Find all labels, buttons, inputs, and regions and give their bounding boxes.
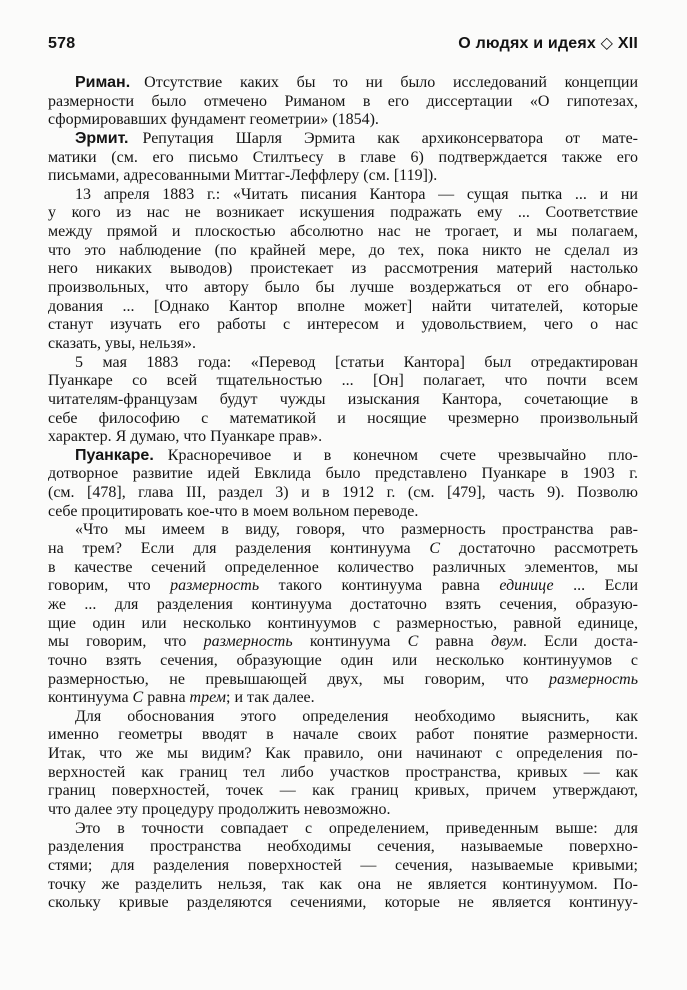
- text-line: [48, 465, 638, 484]
- text-segment: континуума: [292, 633, 408, 651]
- text-segment: у кого из нас не возникает искушения подражать ему ... Соответствие: [48, 204, 638, 222]
- paragraph: [48, 447, 638, 522]
- text-line: [48, 93, 638, 112]
- text-segment: . Если доста-: [522, 633, 638, 651]
- text-segment: сформировавших фундамент геометрии» (1854).: [48, 111, 379, 129]
- italic-term: размерность: [203, 633, 293, 651]
- text-segment: ... Если: [553, 577, 638, 595]
- text-line: [48, 149, 638, 168]
- text-line: [48, 615, 638, 634]
- text-segment: именно геометры вводят в начале своих работ понятие размерности.: [48, 726, 638, 744]
- text-segment: размерностью, не превышающей двух, мы говорим, что: [48, 670, 549, 688]
- text-segment: такого континуума равна: [259, 577, 500, 595]
- text-line: [48, 428, 638, 447]
- text-line: [48, 167, 638, 186]
- italic-term: единице: [499, 577, 554, 595]
- text-segment: мы говорим, что: [48, 633, 204, 651]
- text-line: [48, 540, 638, 559]
- text-segment: стями; для разделения поверхностей — сечения, называемые кривыми;: [48, 856, 638, 874]
- text-line: [48, 503, 638, 522]
- text-segment: себе процитировать кое-что в моем вольном переводе.: [48, 502, 419, 520]
- text-segment: разделения пространства необходимы сечения, называемые поверхно-: [48, 838, 638, 856]
- text-line: [48, 354, 638, 373]
- text-segment: ; и так далее.: [226, 689, 315, 707]
- text-segment: равна: [143, 689, 190, 707]
- text-segment: щие один или несколько континуумов с размерностью, равной единице,: [48, 614, 638, 632]
- text-segment: равна: [418, 633, 491, 651]
- text-line: [48, 745, 638, 764]
- text-segment: письмами, адресованными Миттаг-Леффлеру (см. [119]).: [48, 167, 438, 185]
- text-block: [48, 74, 638, 913]
- running-title: О людях и идеях ◇ XII: [458, 35, 638, 52]
- text-line: [48, 372, 638, 391]
- text-line: [48, 708, 638, 727]
- paragraph: [48, 186, 638, 354]
- paragraph: [48, 820, 638, 913]
- paragraph: [48, 354, 638, 447]
- text-segment: дования ... [Однако Кантор вполне может] найти читателей, которые: [48, 297, 638, 315]
- paragraph: [48, 521, 638, 707]
- page-header: [48, 33, 638, 53]
- text-line: [48, 782, 638, 801]
- text-line: [48, 410, 638, 429]
- italic-term: трем: [189, 689, 227, 707]
- text-segment: в качестве сечений определенное количество различных элементов, мы: [48, 558, 638, 576]
- paragraph: [48, 74, 638, 130]
- text-line: [48, 596, 638, 615]
- text-segment: на трем? Если для разделения континуума: [48, 540, 430, 558]
- text-segment: Отсутствие каких бы то ни было исследований концепции: [144, 74, 638, 91]
- text-line: [48, 689, 638, 708]
- text-line: [48, 876, 638, 895]
- text-line: [48, 223, 638, 242]
- text-segment: Это в точности совпадает с определением, приведенным выше: для: [75, 819, 638, 837]
- text-segment: говорим, что: [48, 577, 171, 595]
- text-segment: Пуанкаре со всей тщательностью ... [Он] полагает, что почти всем: [48, 372, 638, 390]
- italic-term: C: [407, 633, 419, 651]
- text-line: [48, 74, 638, 93]
- text-segment: скольку кривые разделяются сечениями, которые не является континуу-: [48, 894, 638, 912]
- text-segment: характер. Я думаю, что Пуанкаре прав».: [48, 428, 323, 446]
- text-segment: (см. [478], глава III, раздел 3) и в 1912 г. (см. [479], часть 9). Позволю: [48, 484, 638, 502]
- text-segment: 5 мая 1883 года: «Перевод [статьи Кантора] был отредактирован: [75, 353, 638, 371]
- text-line: [48, 671, 638, 690]
- text-line: [48, 484, 638, 503]
- text-segment: достаточно рассмотреть: [440, 540, 638, 558]
- text-segment: сказать, увы, нельзя».: [48, 334, 196, 352]
- text-line: [48, 204, 638, 223]
- text-segment: Красноречивое и в конечном счете чрезвычайно пло-: [167, 446, 638, 464]
- text-segment: размерности было отмечено Риманом в его диссертации «О гипотезах,: [48, 92, 638, 110]
- text-line: [48, 894, 638, 913]
- text-segment: Для обоснования этого определения необходимо выяснить, как: [75, 707, 638, 725]
- text-segment: «Что мы имеем в виду, говоря, что размерность пространства рав-: [75, 521, 638, 539]
- text-segment: между прямой и плоскостью абсолютно нас не трогает, и мы полагаем,: [48, 223, 638, 241]
- text-segment: Репутация Шарля Эрмита как архиконсерватора от мате-: [142, 129, 638, 147]
- text-line: [48, 447, 638, 466]
- text-segment: дотворное развитие идей Евклида было представлено Пуанкаре в 1903 г.: [48, 465, 638, 483]
- page-number: 578: [48, 35, 76, 52]
- text-line: [48, 577, 638, 596]
- text-segment: произвольных, что автору было бы лучше воздержаться от его обнаро-: [48, 279, 638, 297]
- text-line: [48, 335, 638, 354]
- text-line: [48, 726, 638, 745]
- text-line: [48, 801, 638, 820]
- bold-term: Риман.: [75, 74, 131, 91]
- text-segment: границ поверхностей, точек — как границ кривых, причем утверждают,: [48, 782, 638, 800]
- italic-term: C: [429, 540, 441, 558]
- text-line: [48, 316, 638, 335]
- text-segment: Итак, что же мы видим? Как правило, они начинают с определения по-: [48, 745, 638, 763]
- text-line: [48, 633, 638, 652]
- text-segment: что далее эту процедуру продолжить невозможно.: [48, 800, 391, 818]
- italic-term: размерность: [170, 577, 260, 595]
- text-segment: читателям-французам будут чужды изыскания Кантора, сочетающие в: [48, 390, 638, 408]
- text-line: [48, 391, 638, 410]
- text-segment: точку же разделить нельзя, так как она не является континуумом. По-: [48, 875, 638, 893]
- text-line: [48, 260, 638, 279]
- text-segment: же ... для разделения континуума достаточно взять сечения, образую-: [48, 595, 638, 613]
- text-line: [48, 820, 638, 839]
- text-line: [48, 111, 638, 130]
- text-line: [48, 130, 638, 149]
- text-line: [48, 559, 638, 578]
- text-line: [48, 838, 638, 857]
- bold-term: Эрмит.: [75, 129, 129, 147]
- paragraph: [48, 130, 638, 186]
- text-line: [48, 652, 638, 671]
- text-segment: станут изучать его работы с интересом и удовольствием, чего о нас: [48, 316, 638, 334]
- text-line: [48, 186, 638, 205]
- text-segment: верхностей как границ тел либо участков пространства, кривых — как: [48, 763, 638, 781]
- text-line: [48, 242, 638, 261]
- text-segment: континуума: [48, 689, 133, 707]
- text-segment: себе философию с математикой и носящие чрезмерно произвольный: [48, 409, 638, 427]
- text-line: [48, 279, 638, 298]
- text-segment: 13 апреля 1883 г.: «Читать писания Кантора — сущая пытка ... и ни: [75, 185, 638, 203]
- text-line: [48, 857, 638, 876]
- text-segment: него никаких выводов) проистекает из рассмотрения материй настолько: [48, 260, 638, 278]
- text-segment: точно взять сечения, образующие один или несколько континуумов с: [48, 651, 638, 669]
- bold-term: Пуанкаре.: [75, 446, 154, 464]
- paragraph: [48, 708, 638, 820]
- italic-term: размерность: [548, 670, 638, 688]
- italic-term: двум: [490, 633, 523, 651]
- text-segment: что это наблюдение (по крайней мере, до тех, пока никто не сделал из: [48, 241, 638, 259]
- text-segment: матики (см. его письмо Стилтьесу в главе 6) подтверждается также его: [48, 148, 638, 166]
- italic-term: C: [132, 689, 144, 707]
- text-line: [48, 521, 638, 540]
- text-line: [48, 764, 638, 783]
- text-line: [48, 298, 638, 317]
